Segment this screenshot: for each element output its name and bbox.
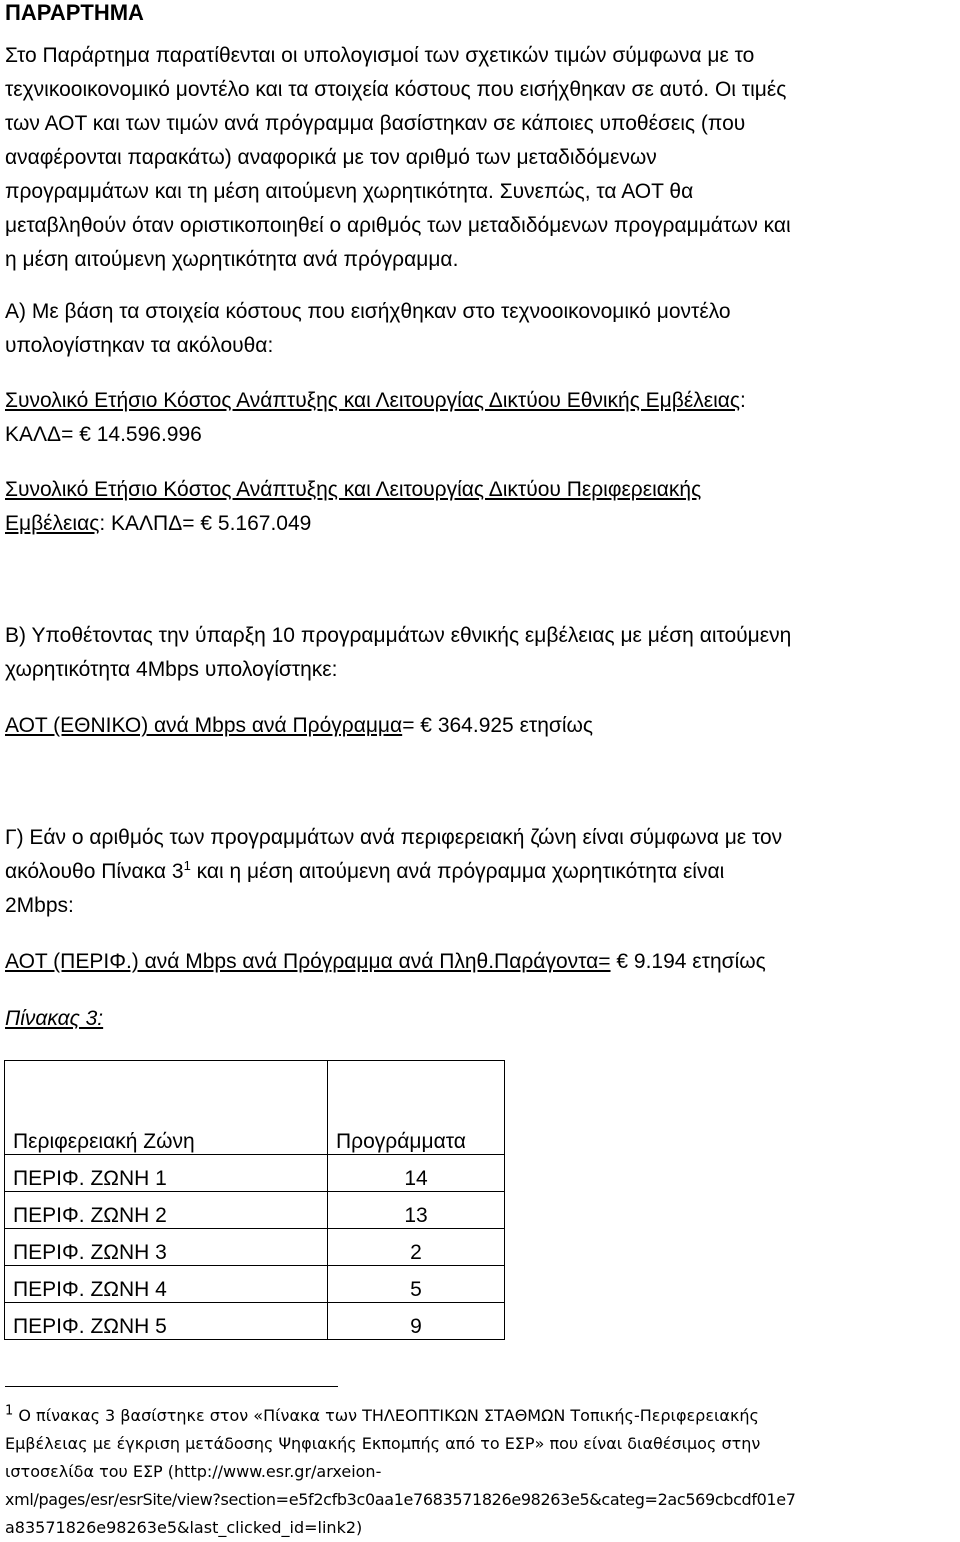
page-heading: ΠΑΡΑΡΤΗΜΑ [5,0,144,25]
table-cell: 9 [328,1303,505,1340]
table-cell: 13 [328,1192,505,1229]
table-header-row [5,1061,505,1155]
euro-icon: € [420,714,432,737]
section-a-intro: Α) Με βάση τα στοιχεία κόστους που εισήχθηκαν στο τεχνοοικονομικό μοντέλο υπολογίστηκαν τα ακόλουθα: [5,300,731,357]
regional-cost-line: Συνολικό Ετήσιο Κόστος Ανάπτυξης και Λειτουργίας Δικτύου Περιφερειακής Εμβέλειας: ΚΑΛΠΔ= € 5.167.049 [5,474,955,542]
regional-aot-label: ΑΟΤ (ΠΕΡΙΦ.) ανά Mbps ανά Πρόγραμμα ανά Πληθ.Παράγοντα= [5,950,611,973]
euro-icon: € [79,423,91,446]
table-cell: 14 [328,1155,505,1192]
table-cell: ΠΕΡΙΦ. ΖΩΝΗ 1 [5,1155,328,1192]
regional-zones-table [4,1060,954,1340]
table-caption: Πίνακας 3: [5,1007,104,1030]
table-row [5,1303,505,1340]
table-cell: ΠΕΡΙΦ. ΖΩΝΗ 5 [5,1303,328,1340]
footnote-separator [5,1386,338,1387]
national-cost-label: Συνολικό Ετήσιο Κόστος Ανάπτυξης και Λειτουργίας Δικτύου Εθνικής Εμβέλειας [5,389,741,412]
euro-icon: € [200,512,213,535]
regional-cost-value: 5.167.049 [217,512,312,535]
table-cell: 2 [328,1229,505,1266]
national-cost-line: Συνολικό Ετήσιο Κόστος Ανάπτυξης και Λειτουργίας Δικτύου Εθνικής Εμβέλειας: ΚΑΛΔ= € 14.596.996 [5,385,955,453]
intro-paragraph: Στο Παράρτημα παρατίθενται οι υπολογισμοί των σχετικών τιμών σύμφωνα με το τεχνικοοικονομικό μοντέλο και τα στοιχεία κόστους που εισήχθηκαν σε αυτό. Οι τιμές των ΑΟΤ και των τιμών ανά πρόγραμμα βασίστηκαν σε κάποιες υποθέσεις (που αναφέρονται παρακάτω) αναφορικά με τον αριθμό των μεταδιδόμενων προγραμμάτων και τη μέση αιτούμενη χωρητικότητα. Συνεπώς, τα ΑΟΤ θα μεταβληθούν όταν οριστικοποιηθεί ο αριθμός των μεταδιδόμενων προγραμμάτων και η μέση αιτούμενη χωρητικότητα ανά πρόγραμμα. [5,44,791,271]
table-cell: ΠΕΡΙΦ. ΖΩΝΗ 3 [5,1229,328,1266]
table-cell: 5 [328,1266,505,1303]
footnote-marker: 1 [5,1403,14,1419]
table-row [5,1192,505,1229]
national-aot-label: ΑΟΤ (ΕΘΝΙΚΟ) ανά Mbps ανά Πρόγραμμα [5,714,403,737]
footnote: $^1$ Ο πίνακας 3 βασίστηκε στον «Πίνακα των ΤΗΛΕΟΠΤΙΚΩΝ ΣΤΑΘΜΩΝ Τοπικής-Περιφερειακής Εμβέλειας με έγκριση μετάδοσης Ψηφιακής Εκπομπής από το ΕΣΡ» που είναι διαθέσιμος στην ιστοσελίδα του ΕΣΡ (http://www.esr.gr/arxeion- xml/pages/esr/esrSite/view?section=e5f2cfb3c0aa1e7683571826e98263e5&categ=2ac569cbcdf01e7 a83571826e98263e5&last_clicked_id=link2) [5,1403,796,1537]
table-header-cell: Προγράμματα [328,1061,505,1155]
regional-aot-line [5,946,955,978]
table-row [5,1229,505,1266]
table-cell: ΠΕΡΙΦ. ΖΩΝΗ 4 [5,1266,328,1303]
table-row [5,1266,505,1303]
national-cost-value: 14.596.996 [96,423,202,446]
national-aot-value: 364.925 ετησίως [437,714,594,737]
footnote-ref: 1 [183,858,191,873]
regional-aot-value: 9.194 ετησίως [633,950,766,973]
table-cell: ΠΕΡΙΦ. ΖΩΝΗ 2 [5,1192,328,1229]
section-b: Β) Υποθέτοντας την ύπαρξη 10 προγραμμάτων εθνικής εμβέλειας με μέση αιτούμενη χωρητικότητα 4Mbps υπολογίστηκε: [5,624,792,681]
section-c: Γ) Εάν ο αριθμός των προγραμμάτων ανά περιφερειακή ζώνη είναι σύμφωνα με τον ακόλουθο Πίνακα $3^1$ και η μέση αιτούμενη ανά πρόγραμμα χωρητικότητα είναι 2Mbps: [5,826,783,917]
euro-icon: € [616,950,629,973]
table-header-cell: Περιφερειακή Ζώνη [5,1061,328,1155]
table-row [5,1155,505,1192]
national-aot-line: ΑΟΤ (ΕΘΝΙΚΟ) ανά Mbps ανά Πρόγραμμα= € 364.925 ετησίως [5,710,955,742]
